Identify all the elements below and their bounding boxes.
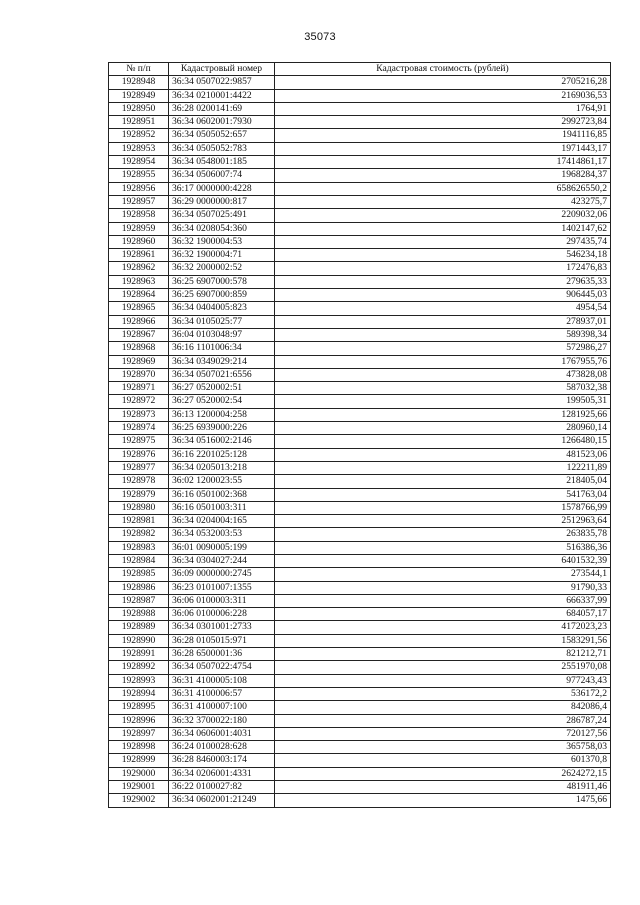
cadastral-number-cell: 36:34 0516002:2146 [169, 435, 275, 448]
cadastral-value-cell: 2169036,53 [275, 89, 611, 102]
table-row [109, 621, 611, 634]
cadastral-value-cell: 1941116,85 [275, 129, 611, 142]
row-index-cell: 1928978 [109, 475, 169, 488]
row-index-cell: 1928954 [109, 156, 169, 169]
table-row [109, 89, 611, 102]
cadastral-number-cell: 36:04 0103048:97 [169, 328, 275, 341]
row-index-cell: 1928990 [109, 634, 169, 647]
row-index-cell: 1928972 [109, 395, 169, 408]
cadastral-value-cell: 1968284,37 [275, 169, 611, 182]
row-index-cell: 1928971 [109, 382, 169, 395]
table-row [109, 594, 611, 607]
row-index-cell: 1928994 [109, 687, 169, 700]
cadastral-value-cell: 263835,78 [275, 528, 611, 541]
cadastral-value-cell: 546234,18 [275, 249, 611, 262]
row-index-cell: 1928948 [109, 76, 169, 89]
cadastral-value-cell: 286787,24 [275, 714, 611, 727]
row-index-cell: 1928968 [109, 342, 169, 355]
row-index-cell: 1928977 [109, 461, 169, 474]
row-index-cell: 1928984 [109, 554, 169, 567]
cadastral-value-cell: 481523,06 [275, 448, 611, 461]
cadastral-number-cell: 36:24 0100028:628 [169, 741, 275, 754]
cadastral-value-cell: 2551970,08 [275, 661, 611, 674]
cadastral-value-cell: 122211,89 [275, 461, 611, 474]
cadastral-number-cell: 36:34 0548001:185 [169, 156, 275, 169]
table-body [109, 76, 611, 807]
cadastral-number-cell: 36:06 0100006:228 [169, 608, 275, 621]
page-number: 35073 [304, 31, 336, 43]
row-index-cell: 1928992 [109, 661, 169, 674]
row-index-cell: 1928969 [109, 355, 169, 368]
cadastral-number-cell: 36:25 6907000:859 [169, 289, 275, 302]
row-index-cell: 1929002 [109, 794, 169, 807]
cadastral-value-cell: 572986,27 [275, 342, 611, 355]
table-row [109, 528, 611, 541]
row-index-cell: 1928988 [109, 608, 169, 621]
cadastral-value-cell: 4172023,23 [275, 621, 611, 634]
table-row [109, 355, 611, 368]
cadastral-number-cell: 36:28 0105015:971 [169, 634, 275, 647]
cadastral-value-cell: 2705216,28 [275, 76, 611, 89]
table-row [109, 249, 611, 262]
cadastral-number-cell: 36:22 0100027:82 [169, 781, 275, 794]
cadastral-number-cell: 36:34 0206001:4331 [169, 767, 275, 780]
cadastral-number-cell: 36:34 0606001:4031 [169, 727, 275, 740]
cadastral-value-cell: 1764,91 [275, 102, 611, 115]
table-row [109, 634, 611, 647]
table-row [109, 342, 611, 355]
row-index-cell: 1928960 [109, 235, 169, 248]
cadastral-value-cell: 516386,36 [275, 541, 611, 554]
table-row [109, 541, 611, 554]
table-row [109, 741, 611, 754]
cadastral-number-cell: 36:34 0349029:214 [169, 355, 275, 368]
row-index-cell: 1928987 [109, 594, 169, 607]
table-row [109, 368, 611, 381]
table-row [109, 794, 611, 807]
cadastral-value-cell: 541763,04 [275, 488, 611, 501]
cadastral-value-cell: 218405,04 [275, 475, 611, 488]
table-row [109, 648, 611, 661]
cadastral-number-cell: 36:34 0506007:74 [169, 169, 275, 182]
cadastral-number-cell: 36:09 0000000:2745 [169, 568, 275, 581]
row-index-cell: 1928986 [109, 581, 169, 594]
table-row [109, 754, 611, 767]
cadastral-value-cell: 1767955,76 [275, 355, 611, 368]
cadastral-number-cell: 36:31 4100007:100 [169, 701, 275, 714]
cadastral-number-cell: 36:23 0101007:1355 [169, 581, 275, 594]
table-row [109, 714, 611, 727]
row-index-cell: 1928999 [109, 754, 169, 767]
cadastral-value-cell: 2209032,06 [275, 209, 611, 222]
row-index-cell: 1929001 [109, 781, 169, 794]
cadastral-number-cell: 36:28 0200141:69 [169, 102, 275, 115]
row-index-cell: 1928956 [109, 182, 169, 195]
table-header-row [109, 63, 611, 76]
row-index-cell: 1928995 [109, 701, 169, 714]
cadastral-number-cell: 36:32 3700022:180 [169, 714, 275, 727]
cadastral-value-cell: 842086,4 [275, 701, 611, 714]
cadastral-value-cell: 297435,74 [275, 235, 611, 248]
cadastral-value-cell: 481911,46 [275, 781, 611, 794]
cadastral-value-cell: 906445,03 [275, 289, 611, 302]
table-row [109, 169, 611, 182]
table-row [109, 674, 611, 687]
table-row [109, 515, 611, 528]
table-row [109, 275, 611, 288]
cadastral-number-cell: 36:32 1900004:53 [169, 235, 275, 248]
cadastral-number-cell: 36:25 6907000:578 [169, 275, 275, 288]
table-row [109, 488, 611, 501]
column-header-cadastral-number: Кадастровый номер [169, 63, 275, 76]
table-row [109, 76, 611, 89]
cadastral-value-cell: 91790,33 [275, 581, 611, 594]
row-index-cell: 1928965 [109, 302, 169, 315]
row-index-cell: 1928966 [109, 315, 169, 328]
cadastral-value-cell: 279635,33 [275, 275, 611, 288]
row-index-cell: 1928950 [109, 102, 169, 115]
cadastral-number-cell: 36:13 1200004:258 [169, 408, 275, 421]
cadastral-number-cell: 36:16 2201025:128 [169, 448, 275, 461]
cadastral-value-cell: 2992723,84 [275, 116, 611, 129]
cadastral-value-cell: 2512963,64 [275, 515, 611, 528]
table-row [109, 116, 611, 129]
cadastral-value-table [108, 62, 611, 808]
row-index-cell: 1928980 [109, 501, 169, 514]
table-row [109, 129, 611, 142]
cadastral-value-cell: 4954,54 [275, 302, 611, 315]
cadastral-number-cell: 36:34 0602001:7930 [169, 116, 275, 129]
cadastral-number-cell: 36:06 0100003:311 [169, 594, 275, 607]
cadastral-value-cell: 658626550,2 [275, 182, 611, 195]
cadastral-number-cell: 36:34 0505052:783 [169, 142, 275, 155]
cadastral-value-cell: 273544,1 [275, 568, 611, 581]
table-row [109, 182, 611, 195]
row-index-cell: 1928982 [109, 528, 169, 541]
cadastral-number-cell: 36:34 0404005:823 [169, 302, 275, 315]
cadastral-value-cell: 666337,99 [275, 594, 611, 607]
table-row [109, 661, 611, 674]
cadastral-number-cell: 36:34 0205013:218 [169, 461, 275, 474]
table-row [109, 501, 611, 514]
row-index-cell: 1928961 [109, 249, 169, 262]
table-row [109, 156, 611, 169]
cadastral-number-cell: 36:32 1900004:71 [169, 249, 275, 262]
cadastral-value-cell: 587032,38 [275, 382, 611, 395]
row-index-cell: 1928973 [109, 408, 169, 421]
cadastral-value-cell: 1281925,66 [275, 408, 611, 421]
cadastral-number-cell: 36:27 0520002:54 [169, 395, 275, 408]
table-row [109, 767, 611, 780]
row-index-cell: 1928964 [109, 289, 169, 302]
cadastral-value-cell: 365758,03 [275, 741, 611, 754]
table-row [109, 727, 611, 740]
row-index-cell: 1928976 [109, 448, 169, 461]
table-row [109, 315, 611, 328]
cadastral-value-cell: 977243,43 [275, 674, 611, 687]
row-index-cell: 1928951 [109, 116, 169, 129]
cadastral-value-cell: 821212,71 [275, 648, 611, 661]
cadastral-number-cell: 36:16 0501002:368 [169, 488, 275, 501]
cadastral-number-cell: 36:16 0501003:311 [169, 501, 275, 514]
table-row [109, 581, 611, 594]
table-row [109, 262, 611, 275]
table-row [109, 608, 611, 621]
row-index-cell: 1928975 [109, 435, 169, 448]
row-index-cell: 1928989 [109, 621, 169, 634]
cadastral-value-cell: 589398,34 [275, 328, 611, 341]
row-index-cell: 1928962 [109, 262, 169, 275]
row-index-cell: 1928963 [109, 275, 169, 288]
table-row [109, 687, 611, 700]
row-index-cell: 1928958 [109, 209, 169, 222]
row-index-cell: 1928953 [109, 142, 169, 155]
table-row [109, 461, 611, 474]
cadastral-value-cell: 720127,56 [275, 727, 611, 740]
cadastral-value-cell: 1266480,15 [275, 435, 611, 448]
table-row [109, 235, 611, 248]
row-index-cell: 1928997 [109, 727, 169, 740]
table-row [109, 222, 611, 235]
table-row [109, 422, 611, 435]
cadastral-value-cell: 172476,83 [275, 262, 611, 275]
cadastral-number-cell: 36:34 0507022:4754 [169, 661, 275, 674]
row-index-cell: 1928967 [109, 328, 169, 341]
cadastral-value-cell: 1971443,17 [275, 142, 611, 155]
cadastral-number-cell: 36:25 6939000:226 [169, 422, 275, 435]
column-header-cadastral-value: Кадастровая стоимость (рублей) [275, 63, 611, 76]
cadastral-value-cell: 280960,14 [275, 422, 611, 435]
cadastral-number-cell: 36:31 4100005:108 [169, 674, 275, 687]
cadastral-value-cell: 199505,31 [275, 395, 611, 408]
cadastral-number-cell: 36:34 0507022:9857 [169, 76, 275, 89]
cadastral-value-cell: 1475,66 [275, 794, 611, 807]
table-row [109, 568, 611, 581]
table-row [109, 395, 611, 408]
cadastral-number-cell: 36:34 0208054:360 [169, 222, 275, 235]
cadastral-number-cell: 36:32 2000002:52 [169, 262, 275, 275]
cadastral-number-cell: 36:34 0507025:491 [169, 209, 275, 222]
cadastral-number-cell: 36:29 0000000:817 [169, 195, 275, 208]
cadastral-number-cell: 36:34 0304027:244 [169, 554, 275, 567]
cadastral-value-cell: 601370,8 [275, 754, 611, 767]
cadastral-value-cell: 2624272,15 [275, 767, 611, 780]
table-row [109, 195, 611, 208]
cadastral-number-cell: 36:34 0507021:6556 [169, 368, 275, 381]
table-row [109, 289, 611, 302]
cadastral-number-cell: 36:27 0520002:51 [169, 382, 275, 395]
table-row [109, 328, 611, 341]
cadastral-number-cell: 36:02 1200023:55 [169, 475, 275, 488]
table-row [109, 475, 611, 488]
column-header-index: № п/п [109, 63, 169, 76]
row-index-cell: 1928998 [109, 741, 169, 754]
row-index-cell: 1928985 [109, 568, 169, 581]
table-row [109, 142, 611, 155]
cadastral-value-cell: 684057,17 [275, 608, 611, 621]
cadastral-value-cell: 423275,7 [275, 195, 611, 208]
cadastral-value-cell: 1578766,99 [275, 501, 611, 514]
row-index-cell: 1928955 [109, 169, 169, 182]
cadastral-number-cell: 36:28 8460003:174 [169, 754, 275, 767]
cadastral-value-cell: 536172,2 [275, 687, 611, 700]
row-index-cell: 1928983 [109, 541, 169, 554]
cadastral-number-cell: 36:34 0204004:165 [169, 515, 275, 528]
cadastral-number-cell: 36:16 1101006:34 [169, 342, 275, 355]
row-index-cell: 1928959 [109, 222, 169, 235]
cadastral-value-cell: 1402147,62 [275, 222, 611, 235]
cadastral-value-cell: 1583291,56 [275, 634, 611, 647]
table-row [109, 701, 611, 714]
table-row [109, 554, 611, 567]
cadastral-number-cell: 36:17 0000000:4228 [169, 182, 275, 195]
row-index-cell: 1928957 [109, 195, 169, 208]
table-row [109, 209, 611, 222]
cadastral-number-cell: 36:01 0090005:199 [169, 541, 275, 554]
row-index-cell: 1928981 [109, 515, 169, 528]
row-index-cell: 1928974 [109, 422, 169, 435]
row-index-cell: 1928949 [109, 89, 169, 102]
table-row [109, 382, 611, 395]
row-index-cell: 1928970 [109, 368, 169, 381]
row-index-cell: 1928993 [109, 674, 169, 687]
table-row [109, 435, 611, 448]
row-index-cell: 1928952 [109, 129, 169, 142]
cadastral-value-cell: 17414861,17 [275, 156, 611, 169]
cadastral-value-cell: 473828,08 [275, 368, 611, 381]
row-index-cell: 1928996 [109, 714, 169, 727]
cadastral-number-cell: 36:34 0210001:4422 [169, 89, 275, 102]
cadastral-number-cell: 36:34 0602001:21249 [169, 794, 275, 807]
table-row [109, 102, 611, 115]
cadastral-value-cell: 278937,01 [275, 315, 611, 328]
cadastral-number-cell: 36:34 0301001:2733 [169, 621, 275, 634]
table-row [109, 448, 611, 461]
cadastral-number-cell: 36:28 6500001:36 [169, 648, 275, 661]
table-row [109, 302, 611, 315]
cadastral-value-cell: 6401532,39 [275, 554, 611, 567]
row-index-cell: 1928991 [109, 648, 169, 661]
cadastral-number-cell: 36:31 4100006:57 [169, 687, 275, 700]
cadastral-number-cell: 36:34 0505052:657 [169, 129, 275, 142]
cadastral-number-cell: 36:34 0532003:53 [169, 528, 275, 541]
table-row [109, 781, 611, 794]
cadastral-number-cell: 36:34 0105025:77 [169, 315, 275, 328]
row-index-cell: 1928979 [109, 488, 169, 501]
row-index-cell: 1929000 [109, 767, 169, 780]
table-row [109, 408, 611, 421]
